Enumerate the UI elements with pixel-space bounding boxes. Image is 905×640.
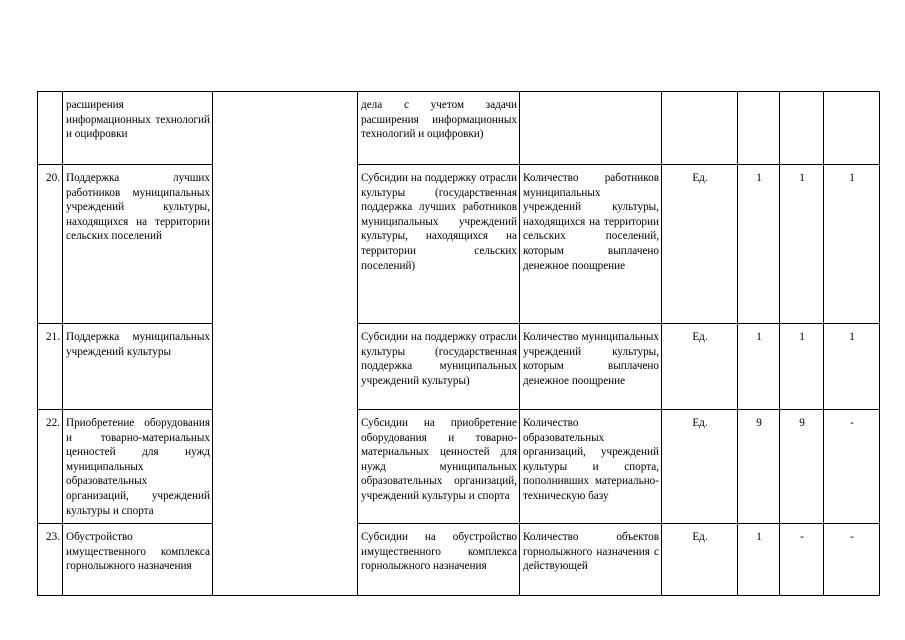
value-3	[824, 92, 880, 165]
merged-empty-column	[213, 92, 358, 596]
value-3: -	[824, 524, 880, 596]
value-1	[738, 92, 780, 165]
unit: Ед.	[662, 324, 738, 410]
value-3: 1	[824, 324, 880, 410]
funding-basis: Субсидии на поддержку отрасли культуры (государственная поддержка лучших работников муниципальных учреждений культуры, находящихся на территории сельских поселений)	[358, 165, 520, 324]
unit: Ед.	[662, 524, 738, 596]
funding-basis: Субсидии на поддержку отрасли культуры (государственная поддержка муниципальных учреждений культуры)	[358, 324, 520, 410]
indicator-name	[520, 92, 662, 165]
row-number: 23.	[38, 524, 63, 596]
unit: Ед.	[662, 410, 738, 524]
table-row	[38, 524, 880, 596]
funding-basis: дела с учетом задачи расширения информационных технологий и оцифровки)	[358, 92, 520, 165]
event-name: Приобретение оборудования и товарно-материальных ценностей для нужд муниципальных образовательных организаций, учреждений культуры и спорта	[63, 410, 213, 524]
unit	[662, 92, 738, 165]
table-row	[38, 92, 880, 165]
funding-basis: Субсидии на приобретение оборудования и товарно-материальных ценностей для нужд муниципальных образовательных организаций, учреждений культуры и спорта	[358, 410, 520, 524]
value-1: 1	[738, 524, 780, 596]
indicator-name: Количество работников муниципальных учреждений культуры, находящихся на территории сельских поселений, которым выплачено денежное поощрение	[520, 165, 662, 324]
value-2: -	[780, 524, 824, 596]
event-name: Обустройство имущественного комплекса горнолыжного назначения	[63, 524, 213, 596]
row-number: 21.	[38, 324, 63, 410]
value-1: 1	[738, 165, 780, 324]
table-row	[38, 410, 880, 524]
row-number: 22.	[38, 410, 63, 524]
indicator-name: Количество муниципальных учреждений культуры, которым выплачено денежное поощрение	[520, 324, 662, 410]
row-number	[38, 92, 63, 165]
table-row	[38, 324, 880, 410]
value-2: 1	[780, 324, 824, 410]
table-row	[38, 165, 880, 324]
value-2: 9	[780, 410, 824, 524]
program-indicators-table	[37, 91, 880, 596]
row-number: 20.	[38, 165, 63, 324]
value-1: 1	[738, 324, 780, 410]
value-3: -	[824, 410, 880, 524]
event-name: расширения информационных технологий и оцифровки	[63, 92, 213, 165]
value-1: 9	[738, 410, 780, 524]
value-3: 1	[824, 165, 880, 324]
event-name: Поддержка муниципальных учреждений культуры	[63, 324, 213, 410]
value-2: 1	[780, 165, 824, 324]
funding-basis: Субсидии на обустройство имущественного комплекса горнолыжного назначения	[358, 524, 520, 596]
indicator-name: Количество образовательных организаций, учреждений культуры и спорта, пополнивших материально-техническую базу	[520, 410, 662, 524]
value-2	[780, 92, 824, 165]
unit: Ед.	[662, 165, 738, 324]
event-name: Поддержка лучших работников муниципальных учреждений культуры, находящихся на территории сельских поселений	[63, 165, 213, 324]
indicator-name: Количество объектов горнолыжного назначения с действующей	[520, 524, 662, 596]
